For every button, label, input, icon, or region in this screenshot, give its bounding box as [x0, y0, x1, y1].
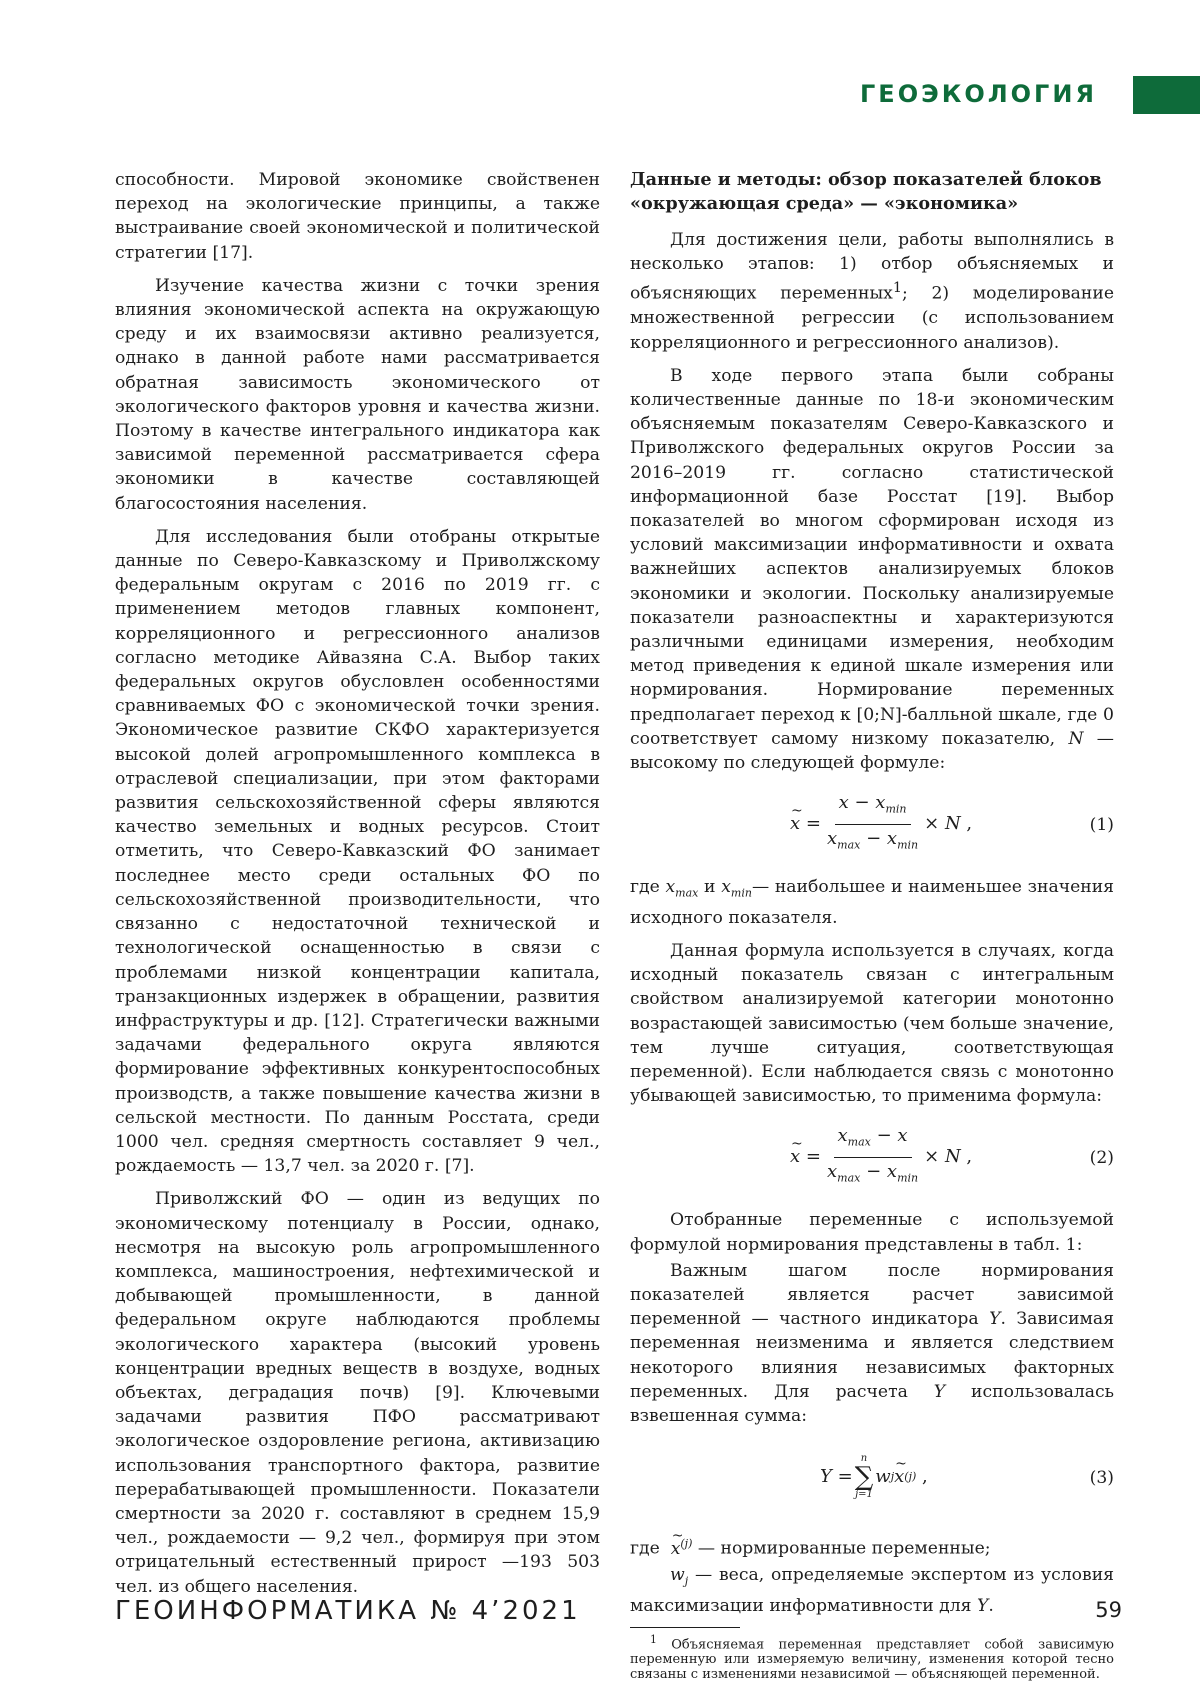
- footnote: $^1$ Объясняемая переменная представляет собой зависимую переменную или измеряемую величину, изменения которой тесно связаны с изменениями независимой — объясняющей переменной.: [630, 1633, 1114, 1683]
- section-heading: Данные и методы: обзор показателей блоков «окружающая среда» — «экономика»: [630, 169, 1102, 214]
- right-paragraph-5: Важным шагом после нормирования показателей является расчет зависимой переменной — частного индикатора Y. Зависимая переменная неизменима и является следствием некоторого влияния независимых факторных переменных. Для расчета Y использовалась взвешенная сумма:: [630, 1260, 1115, 1427]
- weights-legend: $w_j$ — веса, определяемые экспертом из условия максимизации информативности для Y.: [630, 1565, 1114, 1616]
- right-paragraph-2: В ходе первого этапа были собраны количественные данные по 18-и экономическим объясняемым показателям Северо-Кавказского и Приволжского федеральных округов России за 2016–2019 гг. согласно статистической информационной базе Росстат [19]. Выбор показателей во многом сформирован исходя из условий максимизации информативности и охвата важнейших аспектов анализируемых блоков экономики и экологии. Поскольку анализируемые показатели разноаспектны и характеризуются различными единицами измерения, необходим метод приведения к единой шкале измерения или нормирования. Нормирование переменных предполагает переход к [0;N]-балльной шкале, где 0 соответствует самому низкому показателю, N — высокому по следующей формуле:: [630, 365, 1114, 773]
- formula-1: ~ x = $\frac{x - x_{min}}{x_{max} - x_{min}}$ × N , (1): [630, 793, 1114, 855]
- left-paragraph-4: Приволжский ФО — один из ведущих по экономическому потенциалу в России, однако, несмотря на высокую роль агропромышленного комплекса, машиностроения, нефтехимической и добывающей промышленности, в данной федеральном округе наблюдаются проблемы экологического характера (высокий уровень концентрации вредных веществ в воздухе, водных объектах, деградация почв) [9]. Ключевыми задачами развития ПФО рассматривают экологическое оздоровление региона, активизацию использования транспортного фактора, развитие перерабатывающей промышленности. Показатели смертности за 2020 г. составляют в среднем 15,9 чел., рождаемости — 9,2 чел., формируя при этом отрицательный естественный прирост —193 503 чел. из общего населения.: [115, 1189, 600, 1597]
- formula-1-number: (1): [1089, 815, 1114, 836]
- right-paragraph-3: Данная формула используется в случаях, когда исходный показатель связан с интегральным свойством анализируемой категории монотонно возрастающей зависимостью (чем больше значение, тем лучше ситуация, соответствующая переменной). Если наблюдается связь с монотонно убывающей зависимостью, то применима формула:: [630, 941, 1114, 1107]
- left-paragraph-2: Изучение качества жизни с точки зрения влияния экономической аспекта на окружающую среду и их взаимосвязи активно реализуется, однако в данной работе нами рассматривается обратная зависимость экономического от экологического факторов уровня и качества жизни. Поэтому в качестве интегрального индикатора как зависимой переменной рассматривается сфера экономики в качестве составляющей благосостояния населения.: [115, 275, 600, 514]
- formula-2-number: (2): [1089, 1148, 1114, 1169]
- formula-2: ~ x = $\frac{x_{max} - x}{x_{max} - x_{min}}$ × N , (2): [630, 1126, 1114, 1188]
- journal-title: ГЕОИНФОРМАТИКА № 4’2021: [115, 1596, 581, 1626]
- formula-3: Y = n ∑ j=1 w j ~ x (j) , (3): [630, 1446, 1114, 1512]
- right-paragraph-1: Для достижения цели, работы выполнялись в несколько этапов: 1) отбор объясняемых и объясняющих переменных$^1$; 2) моделирование множественной регрессии (с использованием корреляционного и регрессионного анализов).: [630, 230, 1115, 353]
- sum-sign: n ∑ j=1: [854, 1453, 874, 1501]
- left-paragraph-3: Для исследования были отобраны открытые данные по Северо-Кавказскому и Приволжскому федеральным округам с 2016 по 2019 гг. с применением методов главных компонент, корреляционного и регрессионного анализов согласно методике Айвазяна С.А. Выбор таких федеральных округов обусловлен особенностями сравниваемых ФО с экономической точки зрения. Экономическое развитие СКФО характеризуется высокой долей агропромышленного комплекса в отраслевой специализации, при этом факторами развития сельскохозяйственной сферы являются качество земельных и водных ресурсов. Стоит отметить, что Северо-Кавказский ФО занимает последнее место среди остальных ФО по сельскохозяйственной производительности, что связанно с недостаточной технической и технологической оснащенностью в связи с проблемами низкой концентрации капитала, транзакционных издержек в обращении, развития инфраструктуры и др. [12]. Стратегически важными задачами федерального округа являются формирование эффективных конкурентоспособных производств, а также повышение качества жизни в сельской местности. По данным Росстата, среди 1000 чел. средняя смертность составляет 9 чел., рождаемость — 13,7 чел. за 2020 г. [7].: [115, 526, 600, 1177]
- footnote-divider: [630, 1627, 740, 1628]
- formula-1-legend: где $x_{max}$ и $x_{min}—$ наибольшее и наименьшее значения исходного показателя.: [630, 877, 1114, 928]
- left-paragraph-1: способности. Мировой экономике свойственен переход на экологические принципы, а также выстраивание своей экономической и политической стратегии [17].: [115, 170, 600, 263]
- page-number: 59: [1095, 1598, 1122, 1622]
- right-paragraph-4: Отобранные переменные с используемой формулой нормирования представлены в табл. 1:: [630, 1210, 1114, 1255]
- section-accent-bar: [1133, 76, 1200, 114]
- right-column: [630, 168, 1114, 1682]
- formula-3-legend: где ~ $x^{(j)}$ — нормированные переменные;: [630, 1532, 1114, 1561]
- left-column: [115, 168, 600, 1608]
- footnote-ref: 1: [892, 280, 902, 297]
- section-title: ГЕОЭКОЛОГИЯ: [860, 80, 1097, 108]
- formula-3-number: (3): [1089, 1468, 1114, 1489]
